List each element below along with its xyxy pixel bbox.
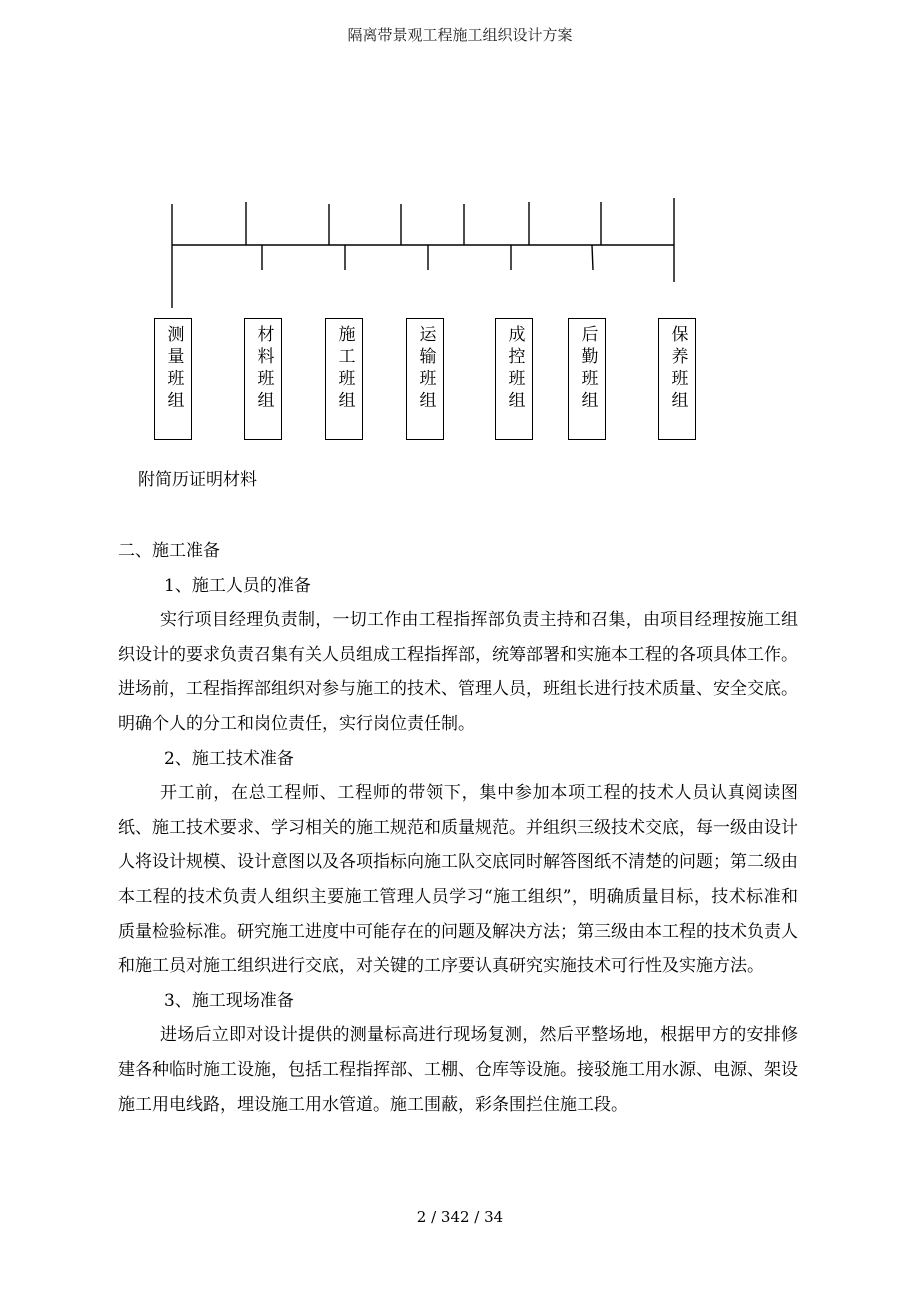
team-box-logistics <box>568 318 606 440</box>
team-box-transport <box>406 318 444 440</box>
subsection-title: 2、施工技术准备 <box>164 748 294 769</box>
team-label: 后勤班组 <box>577 325 598 413</box>
team-label: 运输班组 <box>415 325 436 413</box>
document-body <box>118 534 798 1122</box>
org-chart-connector <box>592 245 593 270</box>
page-footer: 2 / 342 / 34 <box>416 1208 504 1226</box>
attachment-note: 附简历证明材料 <box>138 470 257 490</box>
team-box-maintenance <box>658 318 696 440</box>
team-label: 成控班组 <box>504 325 525 413</box>
team-label: 保养班组 <box>667 325 688 413</box>
team-box-materials <box>244 318 282 440</box>
subsection-title: 1、施工人员的准备 <box>164 575 311 596</box>
team-label: 材料班组 <box>253 325 274 413</box>
team-label: 施工班组 <box>334 325 355 413</box>
team-label: 测量班组 <box>163 325 184 413</box>
subsection-title: 3、施工现场准备 <box>164 990 294 1011</box>
page-header: 隔离带景观工程施工组织设计方案 <box>347 26 573 44</box>
paragraph: 进场后立即对设计提供的测量标高进行现场复测，然后平整场地，根据甲方的安排修建各种临时施工设施，包括工程指挥部、工棚、仓库等设施。接驳施工用水源、电源、架设施工用电线路，埋设施工用水管道。施工围蔽，彩条围拦住施工段。 <box>118 1025 798 1115</box>
team-box-construction <box>325 318 363 440</box>
section-title: 二、施工准备 <box>118 541 220 561</box>
org-chart-lines <box>0 0 920 460</box>
paragraph: 开工前，在总工程师、工程师的带领下，集中参加本项工程的技术人员认真阅读图纸、施工技术要求、学习相关的施工规范和质量规范。并组织三级技术交底，每一级由设计人将设计规模、设计意图以及各项指标向施工队交底同时解答图纸不清楚的问题；第二级由本工程的技术负责人组织主要施工管理人员学习“施工组织”，明确质量目标，技术标准和质量检验标准。研究施工进度中可能存在的问题及解决方法；第三级由本工程的技术负责人和施工员对施工组织进行交底，对关键的工序要认真研究实施技术可行性及实施方法。 <box>118 783 798 977</box>
paragraph: 实行项目经理负责制，一切工作由工程指挥部负责主持和召集，由项目经理按施工组织设计的要求负责召集有关人员组成工程指挥部，统筹部署和实施本工程的各项具体工作。进场前，工程指挥部组织对参与施工的技术、管理人员，班组长进行技术质量、安全交底。明确个人的分工和岗位责任，实行岗位责任制。 <box>118 610 798 734</box>
team-box-survey <box>154 318 192 440</box>
team-box-cost-control <box>495 318 533 440</box>
